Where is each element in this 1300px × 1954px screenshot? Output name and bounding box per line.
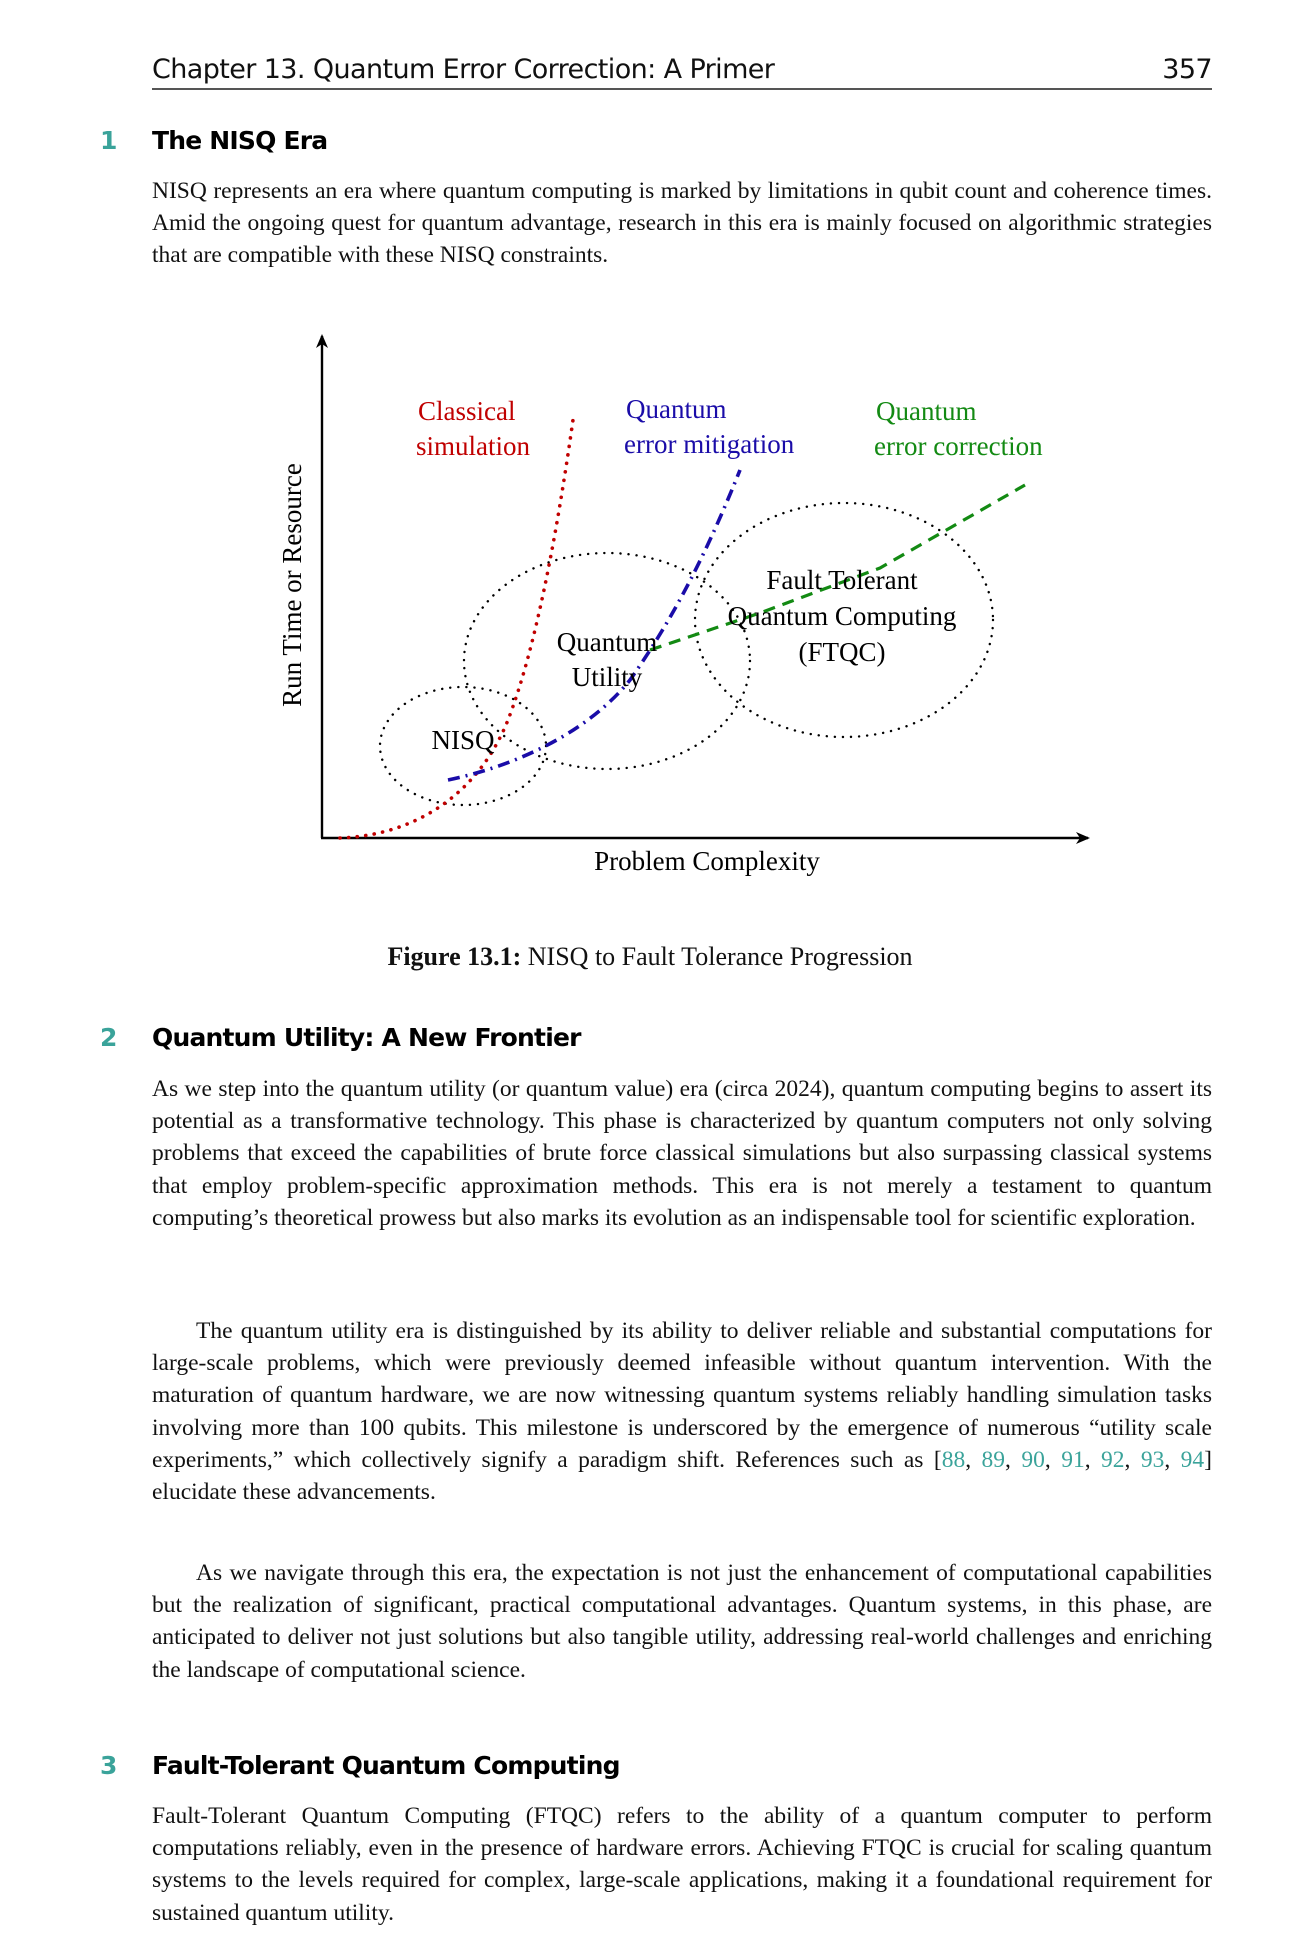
citation-link[interactable]: 94 (1180, 1446, 1205, 1473)
section-title: Fault-Tolerant Quantum Computing (152, 1751, 620, 1780)
paragraph: NISQ represents an era where quantum computing is marked by limitations in qubit count and coherence times. Amid the ongoing quest for quantum advantage, research in this era is mainly focused on algorithmic strategies that are compatible with these NISQ constraints. (152, 178, 1212, 269)
citation-link[interactable]: 92 (1101, 1446, 1125, 1473)
x-axis-label: Problem Complexity (594, 846, 820, 876)
correction-label-line2: error correction (874, 431, 1043, 461)
section-number: 2 (100, 1023, 117, 1052)
paragraph: As we navigate through this era, the expectation is not just the enhancement of computational capabilities but the realization of significant, practical computational advantages. Quantum systems, in this phase, are anticipated to deliver not just solutions but also tangible utility, addressing real-world challenges and enriching the landscape of computational science. (152, 1560, 1212, 1683)
paragraph-with-citations: The quantum utility era is distinguished by its ability to deliver reliable and substantial computations for large-scale problems, which were previously deemed infeasible without quantum intervention. With the maturation of quantum hardware, we are now witnessing quantum systems reliably handling simulation tasks involving more than 100 qubits. This milestone is underscored by the emergence of numerous “utility scale experiments,” which collectively signify a paradigm shift. References such as [88, 89, 90, 91, 92, 93, 94] elucidate these advancements. (152, 1318, 1212, 1506)
correction-label-line1: Quantum (876, 396, 977, 426)
section-title: Quantum Utility: A New Frontier (152, 1023, 581, 1052)
y-axis-label: Run Time or Resource (277, 463, 307, 707)
ftqc-region-label-line3: (FTQC) (798, 637, 886, 667)
figure-nisq-to-ftqc (0, 0, 1300, 940)
mitigation-label-line1: Quantum (626, 394, 727, 424)
paragraph-text: The quantum utility era is distinguished by its ability to deliver reliable and substantial computations for large-scale problems, which were previously deemed infeasible without quantum intervention. With the maturation of quantum hardware, we are now witnessing quantum systems reliably handling simulation tasks involving more than 100 qubits. This milestone is underscored by the emergence of numerous “utility scale experiments,” which collectively signify a paradigm shift. References such as (152, 1318, 1212, 1473)
section-number: 1 (100, 126, 117, 155)
figure-caption (0, 940, 1300, 974)
citation-link[interactable]: 91 (1061, 1446, 1085, 1473)
nisq-region-label: NISQ (431, 725, 495, 755)
citation-link[interactable]: 93 (1140, 1446, 1165, 1473)
figure-caption-label: Figure 13.1: (387, 942, 522, 971)
paragraph: As we step into the quantum utility (or quantum value) era (circa 2024), quantum computing begins to assert its potential as a transformative technology. This phase is characterized by quantum computers not only solving problems that exceed the capabilities of brute force classical simulations but also surpassing classical systems that employ problem-specific approximation methods. This era is not merely a testament to quantum computing’s theoretical prowess but also marks its evolution as an indispensable tool for scientific exploration. (152, 1076, 1212, 1231)
citation-link[interactable]: 88 (941, 1446, 966, 1473)
quantum-utility-region-ellipse (464, 553, 750, 769)
classical-simulation-curve (340, 420, 573, 838)
classical-label-line2: simulation (416, 431, 530, 461)
page-number: 357 (1162, 54, 1212, 85)
chapter-title: Chapter 13. Quantum Error Correction: A Primer (152, 54, 775, 85)
citation-link[interactable]: 90 (1021, 1446, 1045, 1473)
section-heading-quantum-utility (100, 1022, 1200, 1054)
mitigation-label-line2: error mitigation (624, 429, 795, 459)
ftqc-region-label-line1: Fault Tolerant (766, 565, 918, 595)
paragraph: Fault-Tolerant Quantum Computing (FTQC) refers to the ability of a quantum computer to perform computations reliably, even in the presence of hardware errors. Achieving FTQC is crucial for scaling quantum systems to the levels required for complex, large-scale applications, making it a foundational requirement for sustained quantum utility. (152, 1803, 1212, 1926)
section-number: 3 (100, 1751, 117, 1780)
ftqc-region-label-line2: Quantum Computing (727, 601, 957, 631)
paragraph-text-end: elucidate these advancements. (152, 1479, 436, 1506)
utility-region-label-line2: Utility (571, 662, 643, 692)
classical-label-line1: Classical (418, 396, 516, 426)
section-title: The NISQ Era (152, 126, 328, 155)
citation-link[interactable]: 89 (981, 1446, 1006, 1473)
utility-region-label-line1: Quantum (556, 627, 658, 657)
figure-caption-text: NISQ to Fault Tolerance Progression (527, 942, 913, 971)
section-heading-ftqc (100, 1750, 1200, 1782)
